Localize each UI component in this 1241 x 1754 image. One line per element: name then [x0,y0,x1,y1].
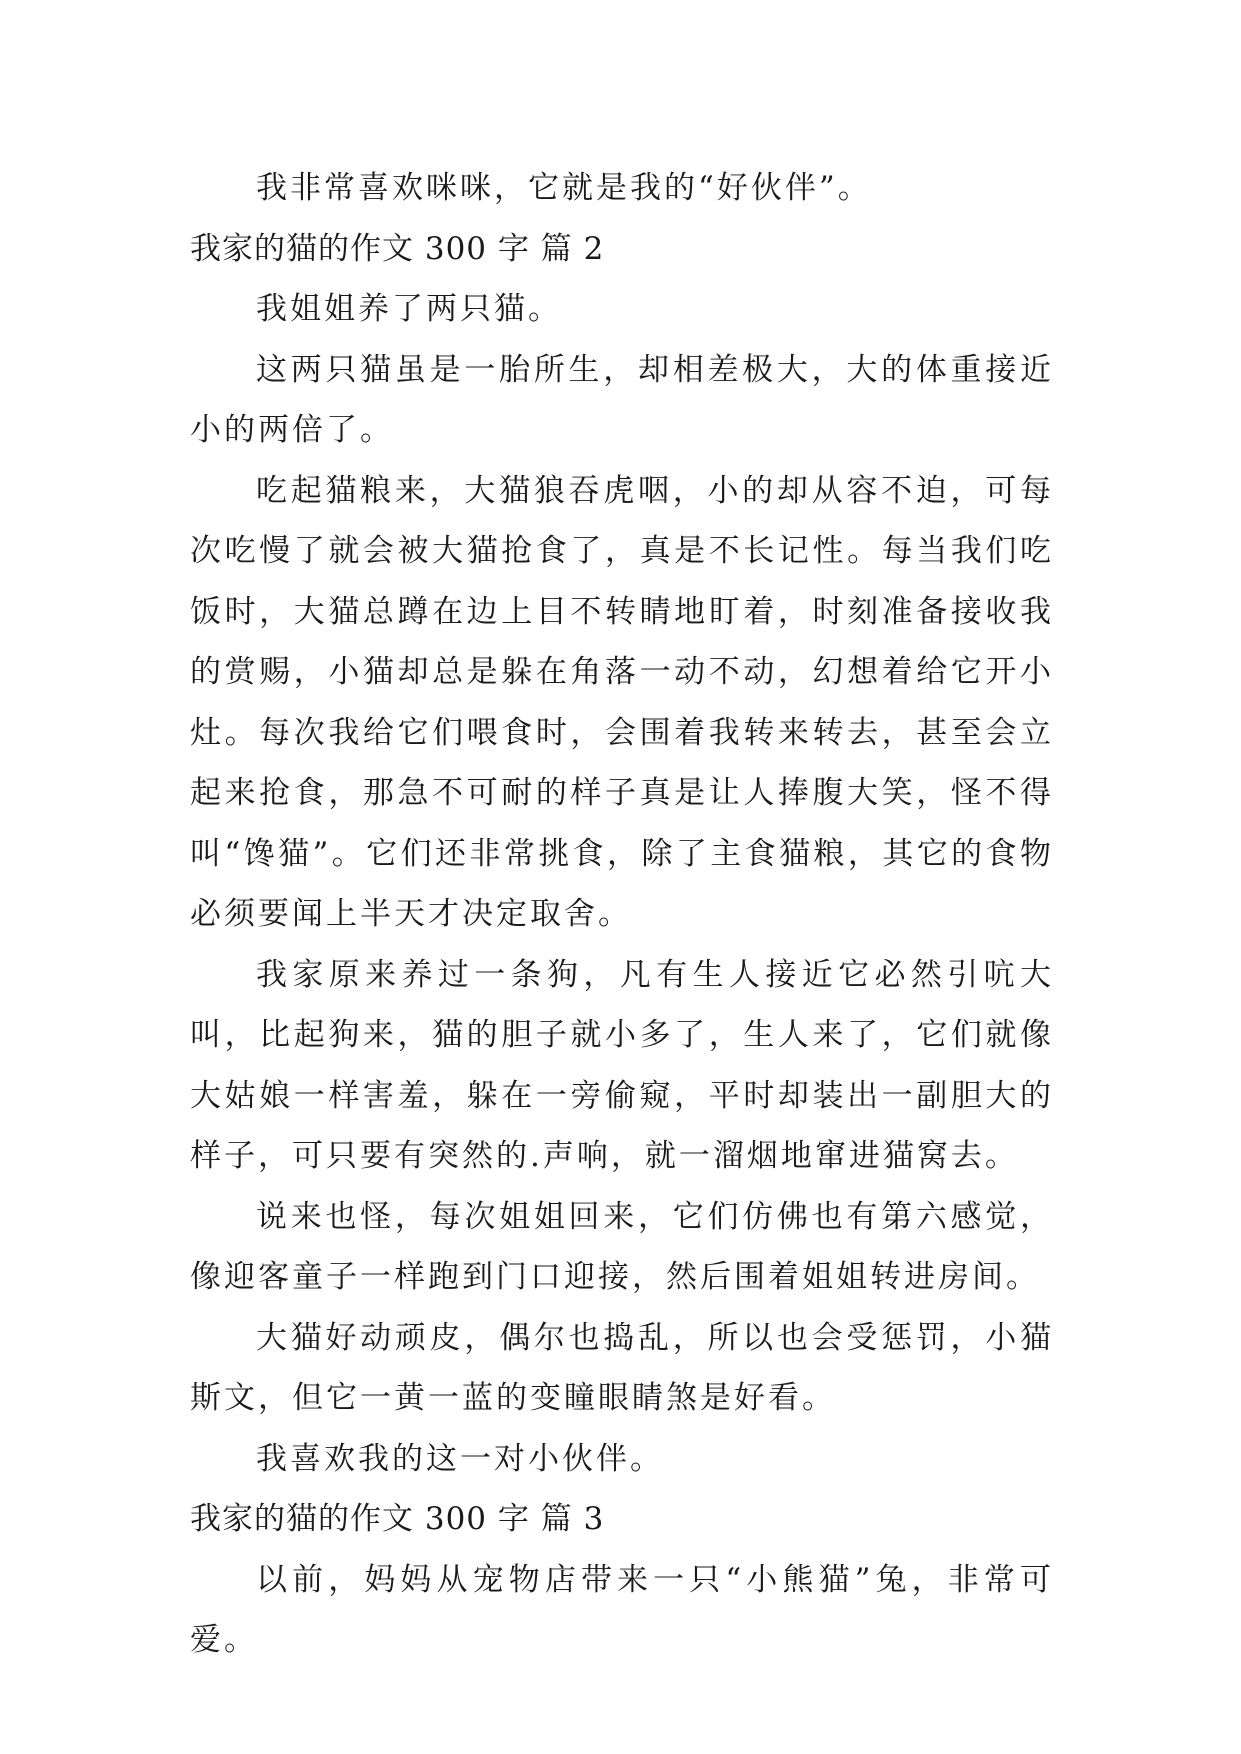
paragraph: 我喜欢我的这一对小伙伴。 [256,1440,664,1477]
paragraph: 以前，妈妈从宠物店带来一只“小熊猫”兔，非常可爱。 [190,1561,1054,1658]
paragraph: 说来也怪，每次姐姐回来，它们仿佛也有第六感觉，像迎客童子一样跑到门口迎接，然后围着姐姐转进房间。 [190,1198,1054,1295]
paragraph: 这两只猫虽是一胎所生，却相差极大，大的体重接近小的两倍了。 [190,351,1054,448]
paragraph: 我非常喜欢咪咪，它就是我的“好伙伴”。 [256,170,872,206]
document-body [190,158,1054,1671]
section-heading: 我家的猫的作文 300 字 篇 2 [190,230,605,267]
paragraph: 大猫好动顽皮，偶尔也捣乱，所以也会受惩罚，小猫斯文，但它一黄一蓝的变瞳眼睛煞是好看。 [190,1319,1054,1416]
paragraph: 我家原来养过一条狗，凡有生人接近它必然引吭大叫，比起狗来，猫的胆子就小多了，生人来了，它们就像大姑娘一样害羞，躲在一旁偷窥，平时却装出一副胆大的样子，可只要有突然的.声响，就一溜烟地窜进猫窝去。 [190,956,1054,1174]
section-heading: 我家的猫的作文 300 字 篇 3 [190,1501,605,1537]
paragraph: 我姐姐养了两只猫。 [256,291,562,327]
paragraph: 吃起猫粮来，大猫狼吞虎咽，小的却从容不迫，可每次吃慢了就会被大猫抢食了，真是不长记性。每当我们吃饭时，大猫总蹲在边上目不转睛地盯着，时刻准备接收我的赏赐，小猫却总是躲在角落一动不动，幻想着给它开小灶。每次我给它们喂食时，会围着我转来转去，甚至会立起来抢食，那急不可耐的样子真是让人捧腹大笑，怪不得叫“馋猫”。它们还非常挑食，除了主食猫粮，其它的食物必须要闻上半天才决定取舍。 [190,472,1054,932]
